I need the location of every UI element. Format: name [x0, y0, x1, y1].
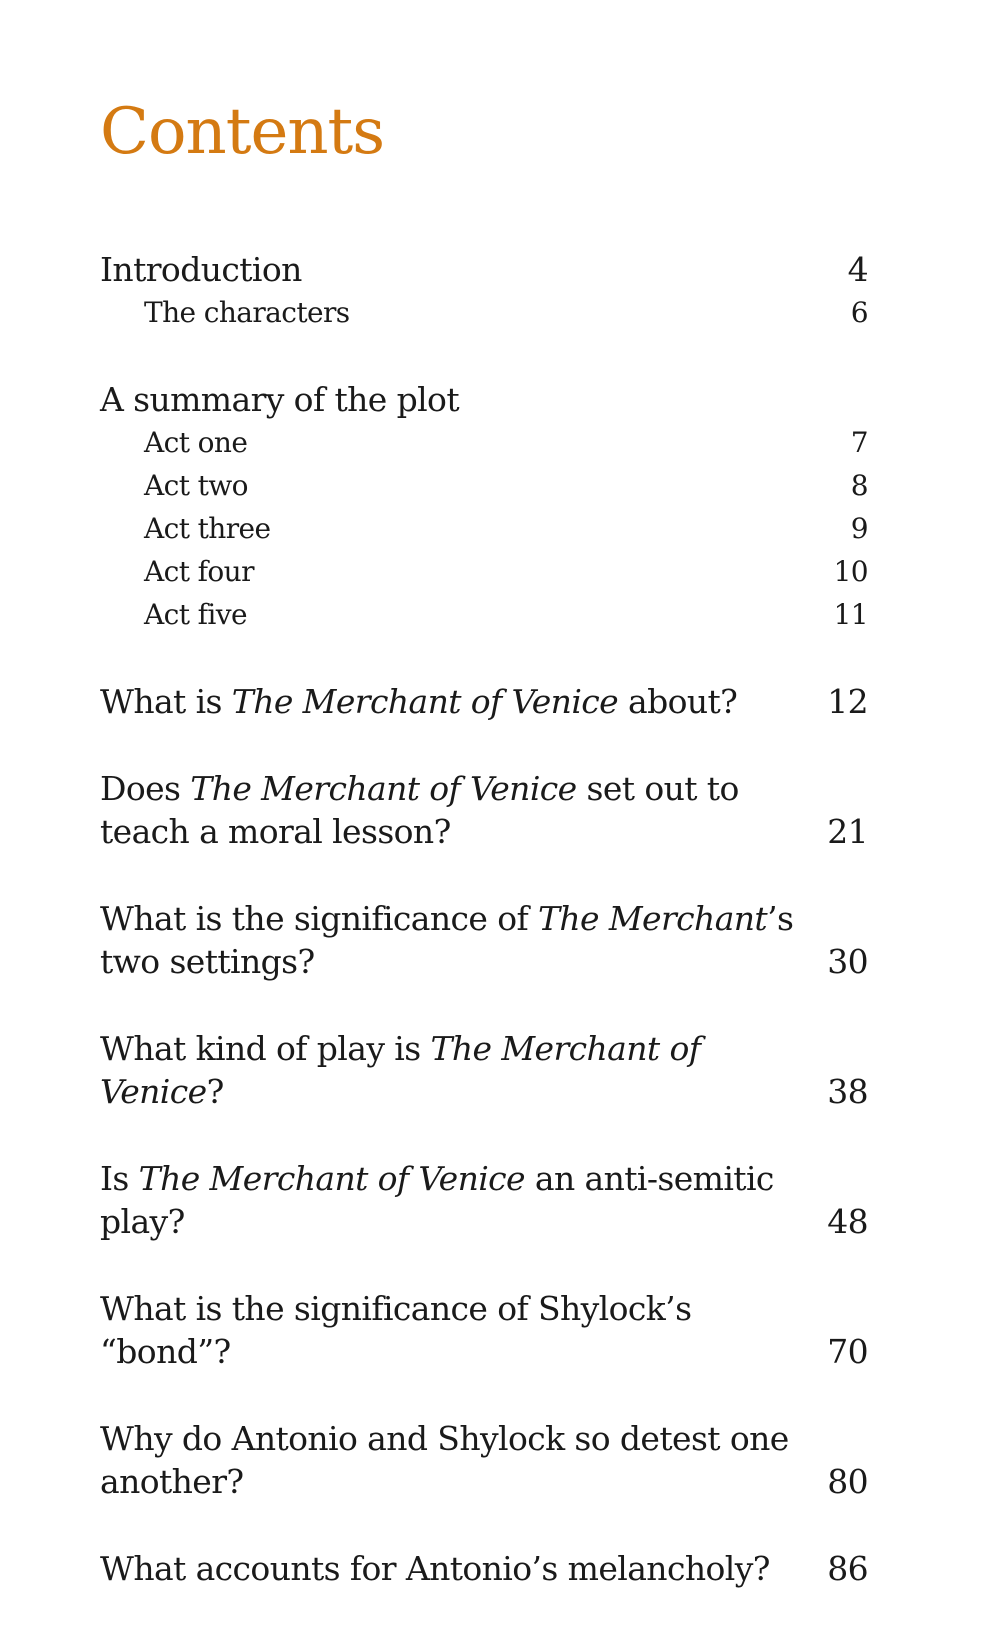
- toc-entry-label: [100, 1027, 827, 1113]
- toc-entry-label: A summary of the plot: [100, 380, 459, 419]
- toc-page-number: 38: [827, 1072, 868, 1111]
- toc-subentry[interactable]: [100, 507, 868, 550]
- toc-page-number: 48: [827, 1202, 868, 1241]
- label-text: set out to teach a moral lesson?: [100, 769, 739, 851]
- label-text: an anti-semitic play?: [100, 1159, 774, 1241]
- toc-entry-label: What accounts for Antonio’s melancholy?: [100, 1549, 770, 1588]
- toc-section: [100, 248, 868, 334]
- italic-title-text: The Merchant of Venice: [190, 769, 577, 808]
- label-text: What kind of play is: [100, 1029, 431, 1068]
- toc-section: [100, 897, 868, 983]
- toc-entry[interactable]: [100, 1287, 868, 1373]
- toc-entry-label: What is the significance of Shylock’s “bond”?: [100, 1289, 692, 1371]
- toc-entry-label: Act one: [144, 426, 248, 459]
- toc-entry[interactable]: [100, 1547, 868, 1590]
- italic-title-text: The Merchant of Venice: [231, 682, 619, 721]
- toc-page-number: 7: [850, 426, 868, 459]
- toc-subentry[interactable]: [100, 593, 868, 636]
- toc-entry[interactable]: [100, 248, 868, 291]
- toc-section: [100, 1417, 868, 1503]
- toc-entry[interactable]: [100, 680, 868, 723]
- toc-page-number: 80: [827, 1462, 868, 1501]
- toc-subentry[interactable]: [100, 421, 868, 464]
- toc-entry[interactable]: [100, 1417, 868, 1503]
- toc-subentry[interactable]: [100, 464, 868, 507]
- toc-section: [100, 1027, 868, 1113]
- toc-page-number: 86: [827, 1549, 868, 1588]
- toc-entry-label: Act two: [144, 469, 248, 502]
- toc-page-number: 11: [833, 598, 868, 631]
- toc-section: [100, 1547, 868, 1590]
- toc-page-number: 4: [847, 250, 868, 289]
- toc-entry-label: Introduction: [100, 250, 302, 289]
- toc-entry[interactable]: [100, 378, 868, 421]
- toc-entry[interactable]: [100, 1157, 868, 1243]
- toc-section: [100, 767, 868, 853]
- toc-entry[interactable]: [100, 1027, 868, 1113]
- toc-section: [100, 1287, 868, 1373]
- toc-page-number: 9: [850, 512, 868, 545]
- toc-entry-label: Why do Antonio and Shylock so detest one another?: [100, 1419, 789, 1501]
- toc-subentry[interactable]: [100, 291, 868, 334]
- label-text: ’s two settings?: [100, 899, 794, 981]
- toc-subentry[interactable]: [100, 550, 868, 593]
- label-text: Is: [100, 1159, 139, 1198]
- label-text: about?: [618, 682, 738, 721]
- toc-entry-label: Act three: [144, 512, 271, 545]
- toc-entry-label: [100, 767, 827, 853]
- toc-page-number: 30: [827, 942, 868, 981]
- toc-page-number: 6: [850, 296, 868, 329]
- toc-page-number: 21: [827, 812, 868, 851]
- toc-entry[interactable]: [100, 897, 868, 983]
- toc-page-number: 12: [827, 682, 868, 721]
- toc-entry-label: Act four: [144, 555, 254, 588]
- toc-page-number: 8: [850, 469, 868, 502]
- toc-page-number: 10: [833, 555, 868, 588]
- table-of-contents: [100, 248, 868, 1634]
- label-text: ?: [206, 1072, 224, 1111]
- toc-entry-label: Act five: [144, 598, 247, 631]
- toc-entry-label: [100, 680, 827, 723]
- toc-section: [100, 1157, 868, 1243]
- italic-title-text: The Merchant of Venice: [138, 1159, 525, 1198]
- toc-entry-label: [100, 897, 827, 983]
- toc-entry[interactable]: [100, 767, 868, 853]
- toc-section: [100, 680, 868, 723]
- toc-section: [100, 378, 868, 636]
- label-text: What is: [100, 682, 232, 721]
- toc-page-number: 70: [827, 1332, 868, 1371]
- label-text: What is the significance of: [100, 899, 538, 938]
- italic-title-text: The Merchant of Venice: [100, 1029, 701, 1111]
- page-title: Contents: [100, 95, 385, 169]
- label-text: Does: [100, 769, 191, 808]
- italic-title-text: The Merchant: [537, 899, 768, 938]
- toc-entry-label: The characters: [144, 296, 350, 329]
- toc-entry-label: [100, 1157, 827, 1243]
